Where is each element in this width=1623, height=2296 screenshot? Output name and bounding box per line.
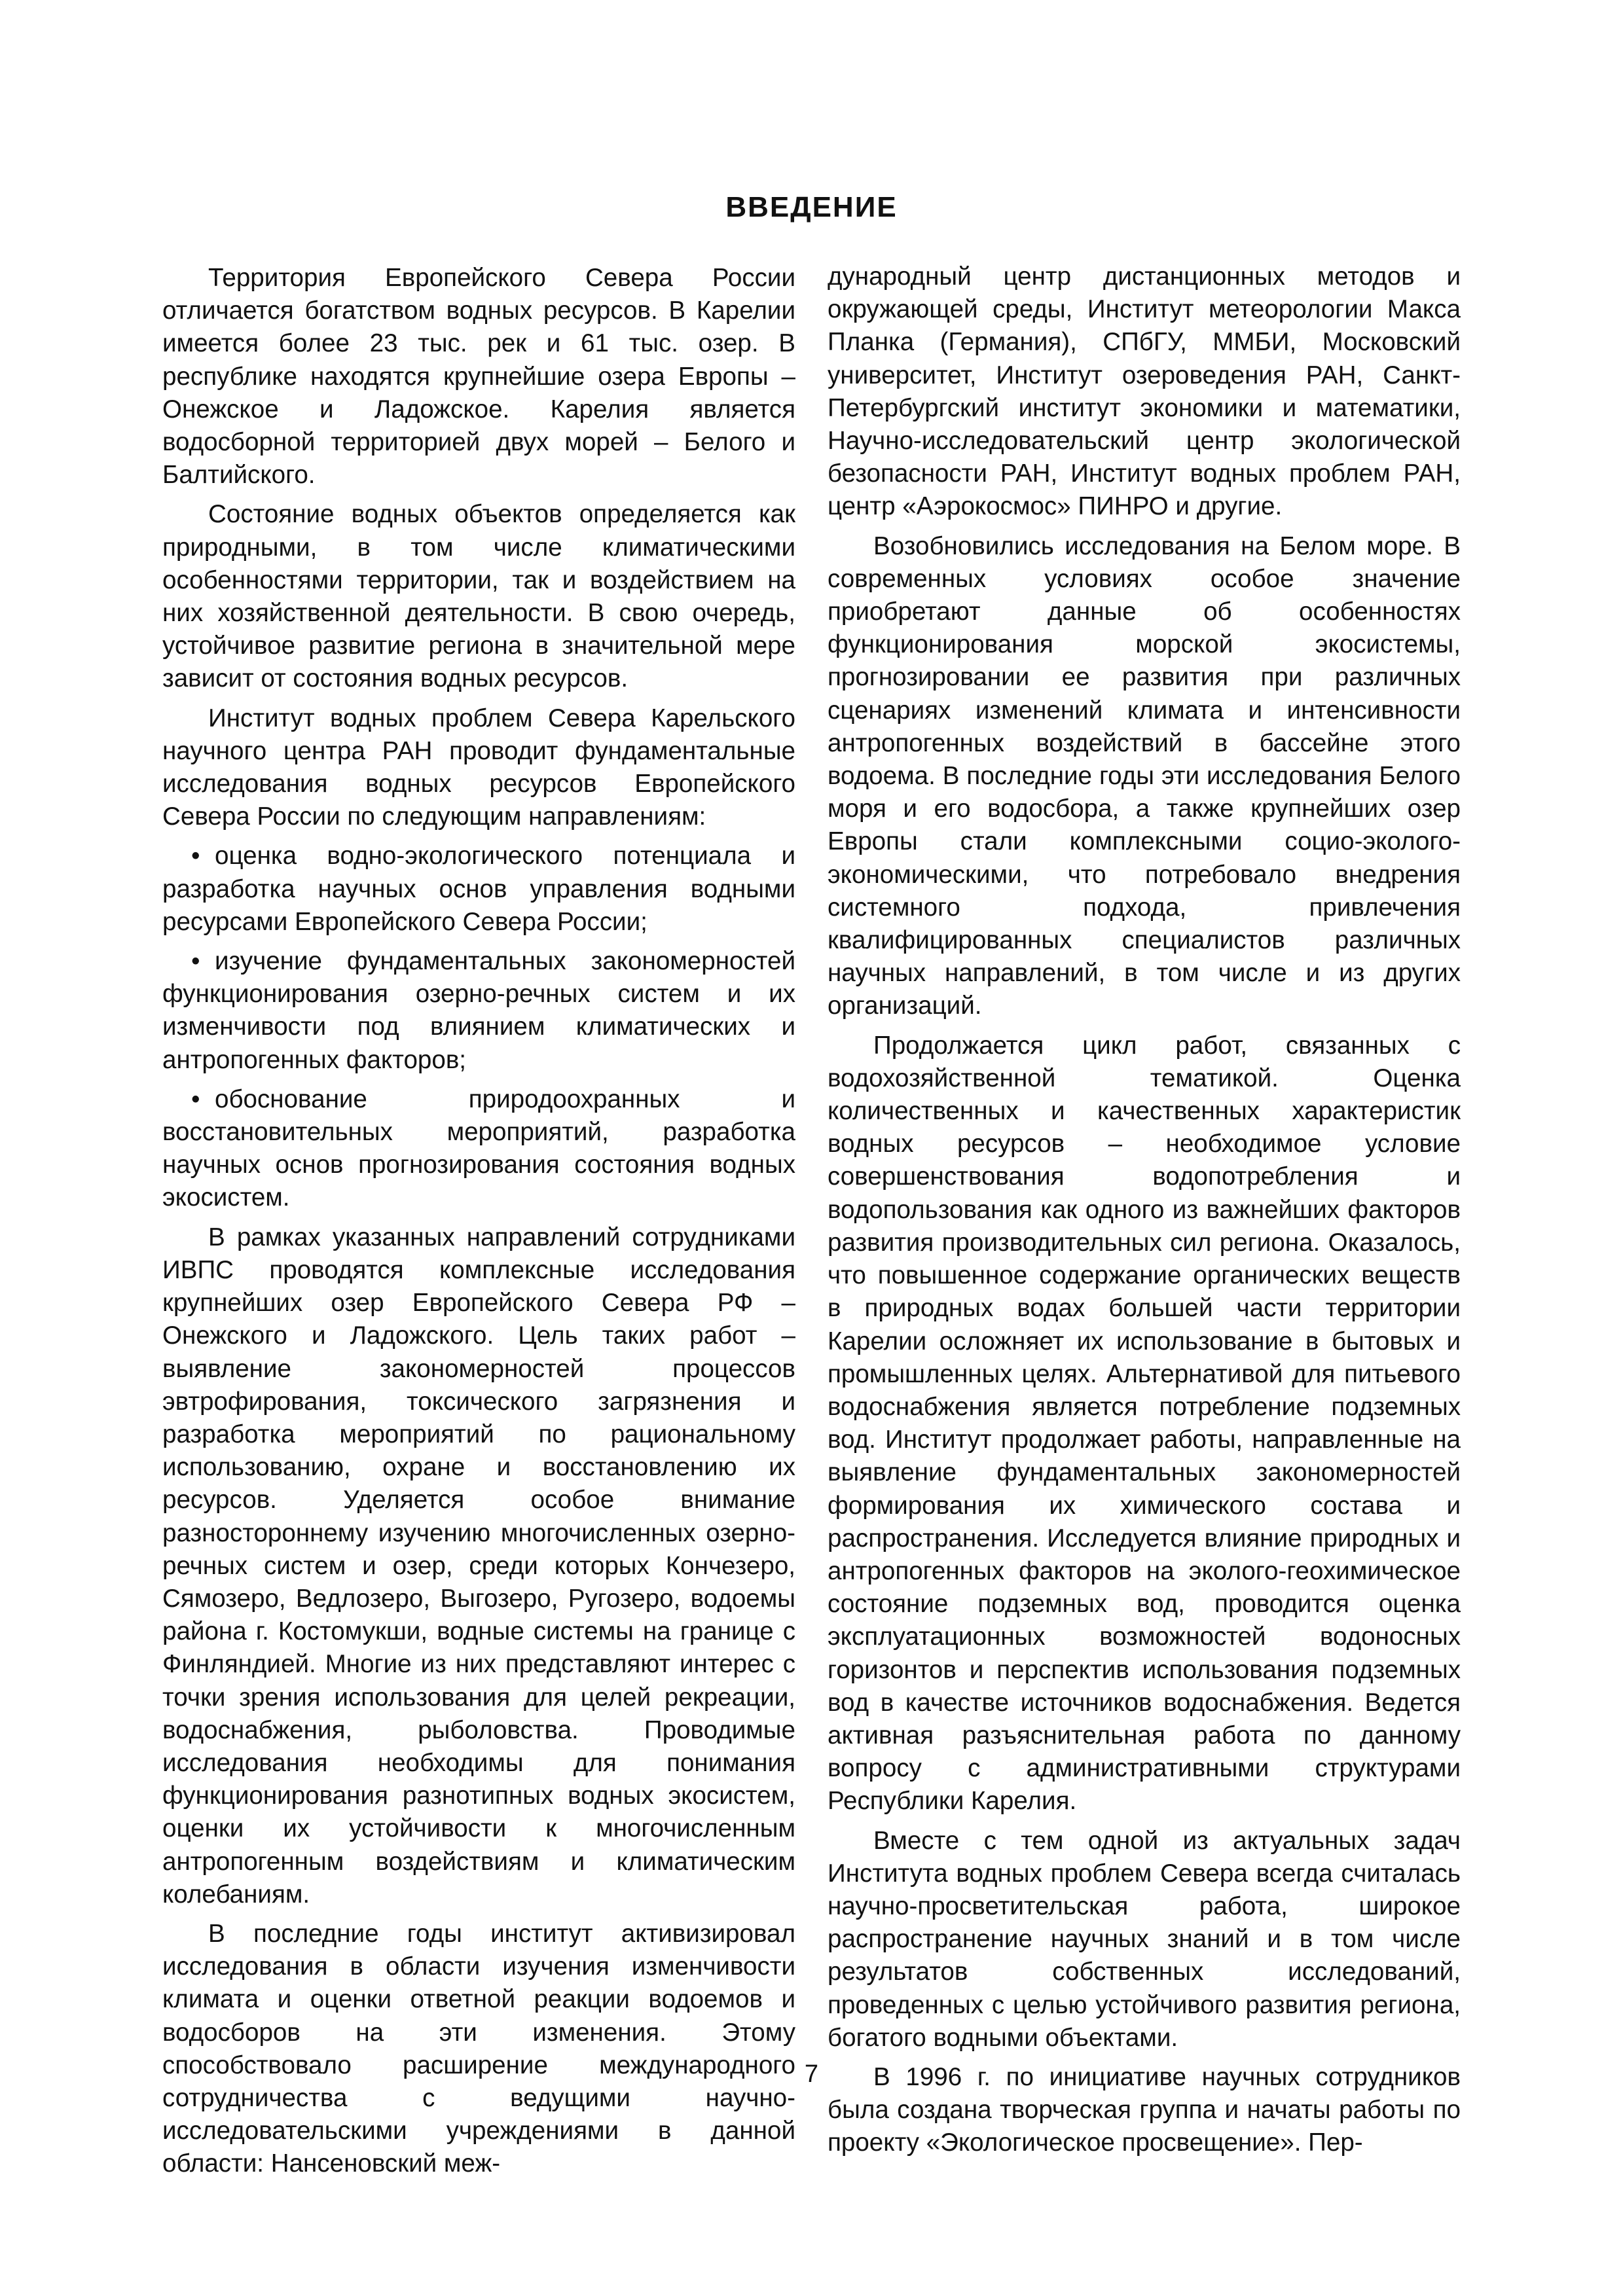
bullet-text: оценка водно-экологического потенциала и разработка научных основ управления водными ресурсами Европейского Севера России; xyxy=(162,842,795,936)
page-title: ВВЕДЕНИЕ xyxy=(725,191,898,223)
paragraph: Территория Европейского Севера России отличается богатством водных ресурсов. В Карелии имеется более 23 тыс. рек и 61 тыс. озер. В республике находятся крупнейшие озера Европы – Онежское и Ладожское. Карелия является водосборной территорией двух морей – Белого и Балтийского. xyxy=(162,264,795,490)
page-number: 7 xyxy=(804,2060,819,2088)
paragraph: Вместе с тем одной из актуальных задач Института водных проблем Севера всегда считалась научно-просветительская работа, широкое распространение научных знаний и в том числе результатов собственных исследований, проведенных с целью устойчивого развития региона, богатого водными объектами. xyxy=(828,1826,1461,2052)
left-column xyxy=(162,262,795,2187)
paragraph: В 1996 г. по инициативе научных сотрудников была создана творческая группа и начаты работы по проекту «Экологическое просвещение». Пер- xyxy=(828,2062,1461,2157)
paragraph: Возобновились исследования на Белом море. В современных условиях особое значение приобретают данные об особенностях функционирования морской экосистемы, прогнозировании ее развития при различных сценариях изменений климата и интенсивности антропогенных воздействий в бассейне этого водоема. В последние годы эти исследования Белого моря и его водосбора, а также крупнейших озер Европы стали комплексными социо-эколого-экономическими, что потребовало внедрения системного подхода, привлечения квалифицированных специалистов различных научных направлений, в том числе и из других организаций. xyxy=(828,531,1461,1020)
paragraph: Продолжается цикл работ, связанных с водохозяйственной тематикой. Оценка количественных и качественных характеристик водных ресурсов – необходимое условие совершенствования водопотребления и водопользования как одного из важнейших факторов развития производительных сил региона. Оказалось, что повышенное содержание органических веществ в природных водах большей части территории Карелии осложняет их использование в бытовых и промышленных целях. Альтернативой для питьевого водоснабжения является потребление подземных вод. Институт продолжает работы, направленные на выявление фундаментальных закономерностей формирования их химического состава и распространения. Исследуется влияние природных и антропогенных факторов на эколого-геохимическое состояние подземных вод, проводится оценка эксплуатационных возможностей водоносных горизонтов и перспектив использования подземных вод в качестве источников водоснабжения. Ведется активная разъяснительная работа по данному вопросу с административными структурами Республики Карелия. xyxy=(828,1031,1461,1816)
bullet-icon: • xyxy=(191,842,200,870)
bullet-item xyxy=(162,945,795,1077)
paragraph: В рамках указанных направлений сотрудниками ИВПС проводятся комплексные исследования крупнейших озер Европейского Севера РФ – Онежского и Ладожского. Цель таких работ – выявление закономерностей процессов эвтрофирования, токсического загрязнения и разработка мероприятий по рациональному использованию, охране и восстановлению их ресурсов. Уделяется особое внимание разностороннему изучению многочисленных озерно-речных систем и озер, среди которых Кончезеро, Сямозеро, Ведлозеро, Выгозеро, Ругозеро, водоемы района г. Костомукши, водные системы на границе с Финляндией. Многие из них представляют интерес с точки зрения использования для целей рекреации, водоснабжения, рыболовства. Проводимые исследования необходимы для понимания функционирования разнотипных водных экосистем, оценки их устойчивости к многочисленным антропогенным воздействиям и климатическим колебаниям. xyxy=(162,1223,795,1909)
bullet-icon: • xyxy=(191,947,200,976)
bullet-item xyxy=(162,840,795,939)
bullet-item xyxy=(162,1083,795,1215)
paragraph-continued: дународный центр дистанционных методов и окружающей среды, Институт метеорологии Макса Планка (Германия), СПбГУ, ММБИ, Московский университет, Институт озероведения РАН, Санкт-Петербургский институт экономики и математики, Научно-исследовательский центр экологической безопасности РАН, Институт водных проблем РАН, центр «Аэрокосмос» ПИНРО и другие. xyxy=(828,262,1461,521)
right-column xyxy=(828,260,1461,2166)
paragraph: В последние годы институт активизировал исследования в области изучения изменчивости климата и оценки ответной реакции водоемов и водосборов на эти изменения. Этому способствовало расширение международного сотрудничества с ведущими научно-исследовательскими учреждениями в данной области: Нансеновский меж- xyxy=(162,1919,795,2178)
bullet-icon: • xyxy=(191,1085,200,1113)
paragraph: Состояние водных объектов определяется как природными, в том числе климатическими особенностями территории, так и воздействием на них хозяйственной деятельности. В свою очередь, устойчивое развитие региона в значительной мере зависит от состояния водных ресурсов. xyxy=(162,500,795,693)
paragraph: Институт водных проблем Севера Карельского научного центра РАН проводит фундаментальные исследования водных ресурсов Европейского Севера России по следующим направлениям: xyxy=(162,704,795,831)
bullet-text: обоснование природоохранных и восстановительных мероприятий, разработка научных основ прогнозирования состояния водных экосистем. xyxy=(162,1085,795,1212)
bullet-text: изучение фундаментальных закономерностей функционирования озерно-речных систем и их изменчивости под влиянием климатических и антропогенных факторов; xyxy=(162,947,795,1074)
